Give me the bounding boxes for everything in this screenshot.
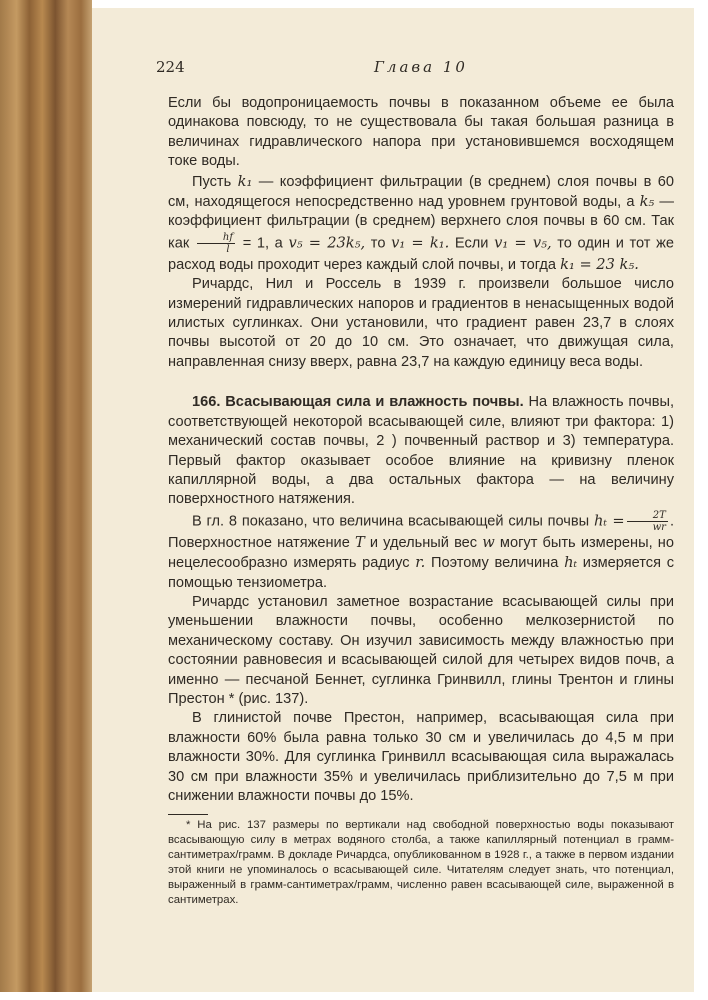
paragraph-1: Если бы водопроницаемость почвы в показанном объеме ее была одинакова повсюду, то не существовала бы такая большая разница в величинах гидравлического напора при установившемся восходящем токе воды. bbox=[168, 95, 674, 170]
footnote-rule bbox=[168, 814, 208, 815]
scan-border-top bbox=[0, 0, 708, 8]
suction-fraction: $\frac{2T}{wr}$ bbox=[627, 510, 668, 533]
gradient-fraction: $\frac{hf}{l}$ bbox=[197, 232, 235, 255]
scan-border-bottom bbox=[0, 992, 708, 1000]
paragraph-3: Ричардс, Нил и Россель в 1939 г. произвели большое число измерений гидравлических напоров и градиентов в ненасыщенных водой илистых суглинках. Они установили, что градиент равен 23,7 в слоях почвы высотой от 20 до 10 см. Это означает, что движущая сила, направленная снизу вверх, равна 23,7 на каждую единицу веса воды. bbox=[168, 276, 674, 370]
running-head: Глава 10 bbox=[374, 58, 468, 76]
k5-symbol: k₅ bbox=[639, 193, 655, 211]
k1-symbol: k₁ bbox=[237, 172, 253, 190]
paragraph-5: В гл. 8 показано, что величина всасывающей силы почвы hₜ = $\frac{2T}{wr}$ . Поверхностное натяжение T и удельный вес w могут быть измерены, но нецелесообразно измерять радиус r. Поэтому величина hₜ измеряется с помощью тензиометра. bbox=[168, 509, 674, 591]
book-page-edge bbox=[0, 0, 92, 1000]
book-page bbox=[92, 8, 694, 992]
footnote: * На рис. 137 размеры по вертикали над свободной поверхностью воды показывают всасывающую силу в метрах водяного столба, а также капиллярный потенциал в грамм-сантиметрах/грамм. В докладе Ричардса, опубликованном в 1928 г., а также в первом издании этой книги не упоминалось о всасывающей силе. Читателям следует знать, что потенциал, выраженный в грамм-сантиметрах/грамм, численно равен всасывающей силе, выраженной в сантиметрах. bbox=[168, 819, 674, 906]
section-166: 166. Всасывающая сила и влажность почвы. На влажность почвы, соответствующей некоторой всасывающей силе, влияют три фактора: 1) механический состав почвы, 2 ) почвенный раствор и 3) температура. Первый фактор оказывает особое влияние на кривизну пленок капиллярной воды, а два остальных фактора — на величину поверхностного натяжения. bbox=[168, 394, 674, 508]
scan-border-right bbox=[694, 0, 708, 1000]
body-text bbox=[168, 94, 674, 806]
paragraph-2: Пусть k₁ — коэффициент фильтрации (в среднем) слоя почвы в 60 см, находящегося непосредственно над уровнем грунтовой воды, а k₅ — коэффициент фильтрации (в среднем) верхнего слоя почвы в 60 см. Так как $\frac{hf}{l}$ = 1, а v₅ = 23k₅, то v₁ = k₁. Если v₁ = v₅, то один и тот же расход воды проходит через каждый слой почвы, и тогда k₁ = 23 k₅. bbox=[168, 172, 675, 273]
page-header bbox=[156, 58, 636, 80]
page-number: 224 bbox=[156, 58, 185, 76]
paragraph-6: Ричардс установил заметное возрастание всасывающей силы при уменьшении влажности почвы, особенно мелкозернистой по механическому составу. Он изучил зависимость между влажностью при состоянии равновесия и всасывающей силой для четырех видов почв, а именно — песчаной Беннет, суглинка Гринвилл, глины Трентон и глины Престон * (рис. 137). bbox=[168, 593, 674, 707]
paragraph-7: В глинистой почве Престон, например, всасывающая сила при влажности 60% была равна только 30 см и увеличилась до 4,5 м при влажности 30%. Для суглинка Гринвилл всасывающая сила выражалась 30 см при влажности 35% и увеличилась приблизительно до 7,5 м при снижении влажности почвы до 15%. bbox=[168, 710, 674, 804]
section-title: 166. Всасывающая сила и влажность почвы. bbox=[192, 394, 524, 411]
